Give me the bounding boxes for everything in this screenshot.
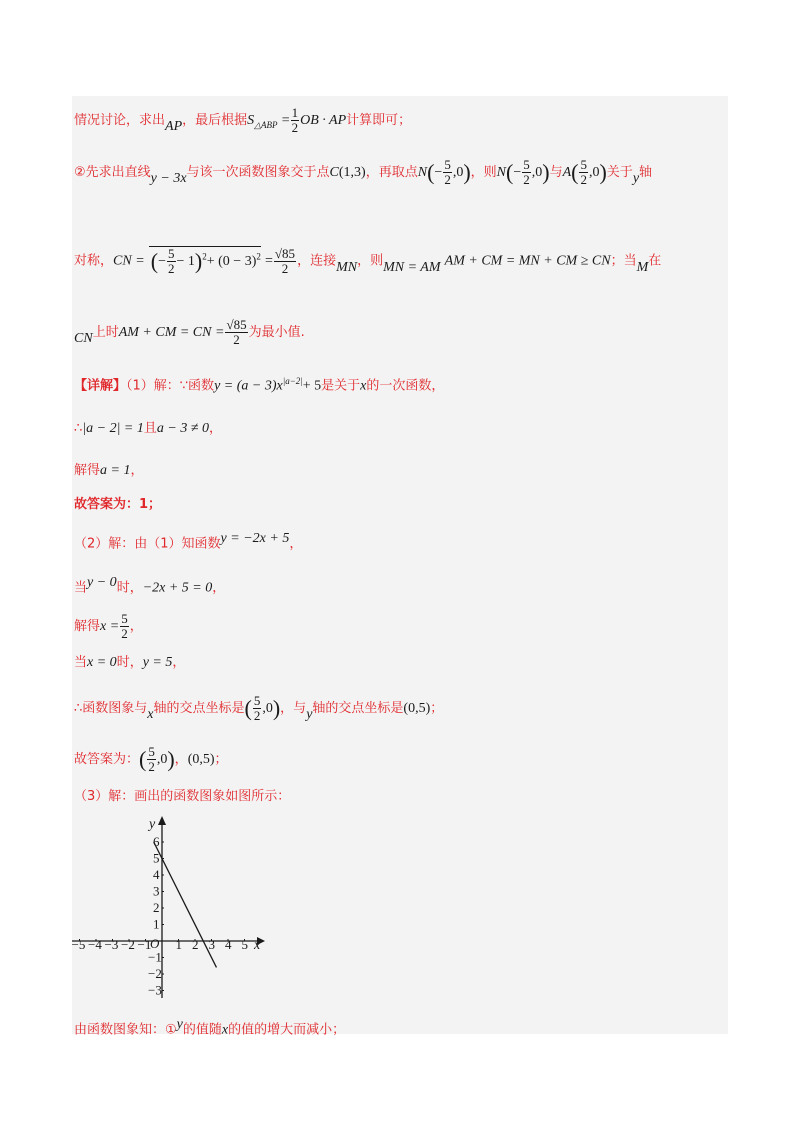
- x-tick-label: −4: [88, 937, 102, 952]
- x-tick-label: −5: [71, 937, 86, 952]
- y-tick-label: −3: [148, 982, 162, 998]
- y-tick-label: 1: [153, 916, 160, 932]
- function-line: [154, 842, 217, 967]
- y-tick-label: 5: [153, 850, 160, 866]
- y-tick-label: 3: [153, 883, 160, 899]
- y-axis-label: y: [149, 817, 156, 832]
- y-tick-label: 4: [153, 867, 160, 882]
- x-axis-label: x: [254, 938, 261, 953]
- x-tick-label: −3: [104, 937, 119, 952]
- y-tick-label: 6: [153, 834, 160, 849]
- line-13: ∴函数图象与x轴的交点坐标是( $\frac{5}{2}$ ,0)，与y轴的交点坐标是(0,5)；: [74, 693, 444, 723]
- line-14: 故答案为：( $\frac{5}{2}$ ,0)，(0,5)；: [74, 744, 228, 774]
- line-12: 当x = 0时，y = 5，: [74, 655, 186, 670]
- x-tick-label: 1: [175, 937, 182, 952]
- x-tick-label: 5: [241, 937, 248, 952]
- line-1: 情况讨论，求出AP，最后根据$S_{\triangle ABP}$ = $\frac{1}{2}$ OB · AP计算即可；: [74, 105, 412, 135]
- line-10: 当y − 0时，−2x + 5 = 0，: [74, 575, 226, 596]
- line-2: ②先求出直线y − 3x与该一次函数图象交于点C(1,3)，再取点N(− $\frac{5}{2}$ ,0)，则N(− $\frac{5}{2}$ ,0)与A( $\frac{5}{2}$ ,0)关于y轴: [74, 157, 653, 187]
- x-tick-label: −1: [137, 937, 152, 952]
- line-7: 解得a = 1，: [74, 463, 144, 478]
- y-tick-label: 2: [153, 900, 160, 915]
- y-tick-label: −2: [148, 966, 162, 981]
- line-6: ∴|a − 2| = 1且a − 3 ≠ 0，: [74, 421, 223, 436]
- line-5: 【详解】（1）解：∵函数$y = (a - 3)x^{|a-2|}+ 5$是关于x的一次函数，: [74, 376, 445, 394]
- function-graph: [70, 812, 270, 1002]
- line-4: CN上时AM + CM = CN = $\frac{√85}{2}$ 为最小值.: [74, 317, 305, 347]
- line-3: 对称，CN = (− $\frac{5}{2}$ − $1)^2+ (0 - 3)^2$ = $\frac{√85}{2}$ ，连接MN，则MN = AM AM + CM = MN + CM ≥ CN；当M在: [74, 245, 662, 276]
- x-tick-label: −2: [121, 937, 135, 952]
- x-tick-label: 3: [208, 937, 215, 952]
- line-15: （3）解：画出的函数图象如图所示：: [74, 789, 291, 804]
- line-9: （2）解：由（1）知函数y = −2x + 5，: [74, 531, 303, 552]
- x-tick-label: 2: [192, 937, 199, 952]
- line-8: 故答案为：1；: [74, 497, 162, 512]
- line-11: 解得x = $\frac{5}{2}$ ，: [74, 611, 143, 641]
- x-tick-label: 4: [225, 937, 232, 952]
- origin-label: O: [150, 936, 160, 951]
- y-axis-arrow: [158, 816, 166, 825]
- line-16: 由函数图象知：①y的值随x的值的增大而减小；: [74, 1017, 346, 1038]
- y-tick-label: −1: [148, 949, 162, 965]
